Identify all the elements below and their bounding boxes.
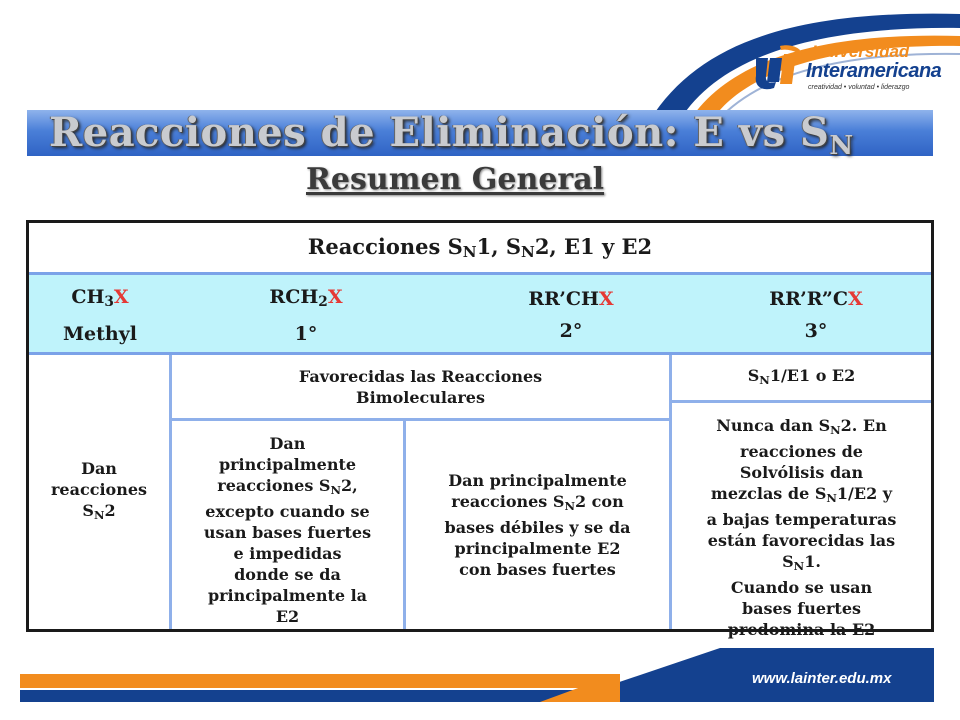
tertiary-cell: Nunca dan $S_N2$. En reacciones de Solvólisis dan mezclas de $S_N1/E2$ y a bajas temperaturas están favorecidas las $S_N1$. Cuando se usan bases fuertes predomina la E2 [706, 416, 897, 639]
secondary-cell: Dan principalmente reacciones $S_N2$ con bases débiles y se da principalmente E2 con bases fuertes [444, 471, 631, 579]
summary-table [26, 220, 934, 639]
university-logo [748, 38, 942, 98]
table-heading: Reacciones $S_N1$, $S_N2$, E1 y E2 [29, 223, 931, 275]
column-secondary [441, 275, 701, 355]
label-secondary: 2° [559, 320, 583, 342]
column-primary [171, 275, 441, 355]
column-tertiary [701, 275, 931, 355]
slide-subtitle: Resumen General [306, 162, 605, 197]
slide-title: Reacciones de Eliminación: E vs $S_N$ [49, 109, 854, 161]
bimolecular-cell: Favorecidas las Reacciones Bimoleculares [298, 366, 543, 407]
label-primary: 1° [294, 322, 318, 345]
logo-name-line1: Universidad [812, 42, 910, 61]
substrate-types-row [29, 275, 931, 355]
logo-tagline: creatividad • voluntad • liderazgo [808, 84, 910, 91]
title-banner [27, 109, 933, 161]
label-methyl: Methyl [63, 322, 137, 345]
primary-cell: Dan principalmente reacciones $S_N2$, excepto cuando se usan bases fuertes e impedidas donde se da principalmente la E2 [203, 434, 372, 626]
column-methyl [29, 275, 171, 355]
tertiary-header-cell: $S_N1/E1$ o E2 [747, 365, 856, 387]
label-tertiary: 3° [804, 320, 828, 342]
formula-primary: $RCH_2X$ [269, 285, 343, 310]
website-link[interactable]: www.lainter.edu.mx [752, 670, 892, 687]
methyl-cell: Dan reacciones $S_N2$ [50, 459, 148, 522]
formula-tertiary: RR’R”CX [769, 288, 863, 310]
formula-secondary: RR’CHX [528, 288, 614, 310]
formula-methyl: $CH_3X$ [71, 285, 129, 310]
university-logo-icon [752, 42, 802, 92]
logo-name-line2: Interamericana [806, 60, 942, 82]
